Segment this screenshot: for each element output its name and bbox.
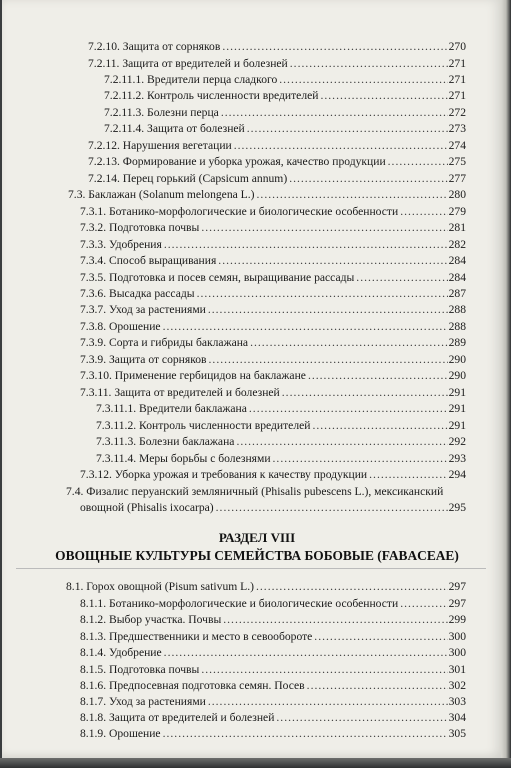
toc-entry: 7.2.11.2. Контроль численности вредителей ..... 271 [104,89,466,104]
toc-entry: 7.3.4. Способ выращивания ..... 284 [80,254,466,269]
toc-entry: 7.3.11.3. Болезни баклажана ..... 292 [96,435,466,450]
toc-entry: 7.2.11.3. Болезни перца ..... 272 [104,106,466,121]
toc-entry: овощной (Phisalis ixocarpa) ..... 295 [80,501,466,516]
toc-entry: 7.2.10. Защита от сорняков ..... 270 [88,40,466,55]
toc-entry: 7.2.11.1. Вредители перца сладкого ..... 271 [104,73,466,88]
section-title: РАЗДЕЛ VIII [218,530,296,545]
toc-entry: 7.3.11.2. Контроль численности вредителей ..... 291 [96,419,466,434]
toc-entry-74-line1: 7.4. Физалис перуанский земляничный (Phisalis pubescens L.), мексиканский [66,485,444,498]
toc-entry: 7.2.14. Перец горький (Capsicum annum) ..... 277 [88,172,466,187]
toc-entry: 7.3.10. Применение гербицидов на баклажане ..... 290 [80,369,466,384]
toc-entry: 7.3.11.4. Меры борьбы с болезнями ..... 293 [96,452,466,467]
page-bottom-edge [0,758,511,768]
toc-entry: 7.3.2. Подготовка почвы ..... 281 [80,221,466,236]
book-page [2,0,501,758]
toc-entry: 7.2.12. Нарушения вегетации ..... 274 [88,139,466,154]
toc-entry: 7.3.12. Уборка урожая и требования к качеству продукции ..... 294 [80,468,466,483]
toc-entry: 7.3.9. Защита от сорняков ..... 290 [80,353,466,368]
toc-entry: 7.3.11. Защита от вредителей и болезней ..... 291 [80,386,466,401]
toc-entry: 8.1.5. Подготовка почвы ..... 301 [80,663,466,678]
toc-entry: 8.1. Горох овощной (Pisum sativum L.) ..... 297 [66,580,466,595]
toc-entry: 7.3.8. Орошение ..... 288 [80,320,466,335]
toc-entry: 7.3.3. Удобрения ..... 282 [80,238,466,253]
toc-entry: 8.1.9. Орошение ..... 305 [80,727,466,742]
toc-entry: 8.1.1. Ботанико-морфологические и биологические особенности ..... 297 [80,597,466,612]
toc-entry: 8.1.2. Выбор участка. Почвы ..... 299 [80,613,466,628]
toc-entry: 8.1.8. Защита от вредителей и болезней ..... 304 [80,711,466,726]
toc-entry: 7.3.5. Подготовка и посев семян, выращивание рассады ..... 284 [80,271,466,286]
toc-entry: 8.1.6. Предпосевная подготовка семян. Посев ..... 302 [80,679,466,694]
toc-entry: 7.2.11. Защита от вредителей и болезней ..... 271 [88,57,466,72]
toc-entry: 7.3. Баклажан (Solanum melongena L.) ..... 280 [68,188,466,203]
toc-entry: 8.1.4. Удобрение ..... 300 [80,646,466,661]
toc-entry: 7.3.9. Сорта и гибриды баклажана ..... 289 [80,336,466,351]
toc-entry: 8.1.7. Уход за растениями ..... 303 [80,695,466,710]
toc-entry: 7.3.11.1. Вредители баклажана ..... 291 [96,402,466,417]
section-subtitle: ОВОЩНЫЕ КУЛЬТУРЫ СЕМЕЙСТВА БОБОВЫЕ (FABACEAE) [55,548,459,563]
toc-entry: 8.1.3. Предшественники и место в севообороте ..... 300 [80,630,466,645]
page-edge [501,0,511,768]
toc-entry: 7.2.11.4. Защита от болезней ..... 273 [104,122,466,137]
toc-entry: 7.3.1. Ботанико-морфологические и биологические особенности ..... 279 [80,205,466,220]
toc-entry: 7.3.6. Высадка рассады ..... 287 [80,287,466,302]
toc-entry: 7.2.13. Формирование и уборка урожая, качество продукции ..... 275 [88,155,466,170]
divider [16,568,486,569]
toc-entry: 7.3.7. Уход за растениями ..... 288 [80,303,466,318]
